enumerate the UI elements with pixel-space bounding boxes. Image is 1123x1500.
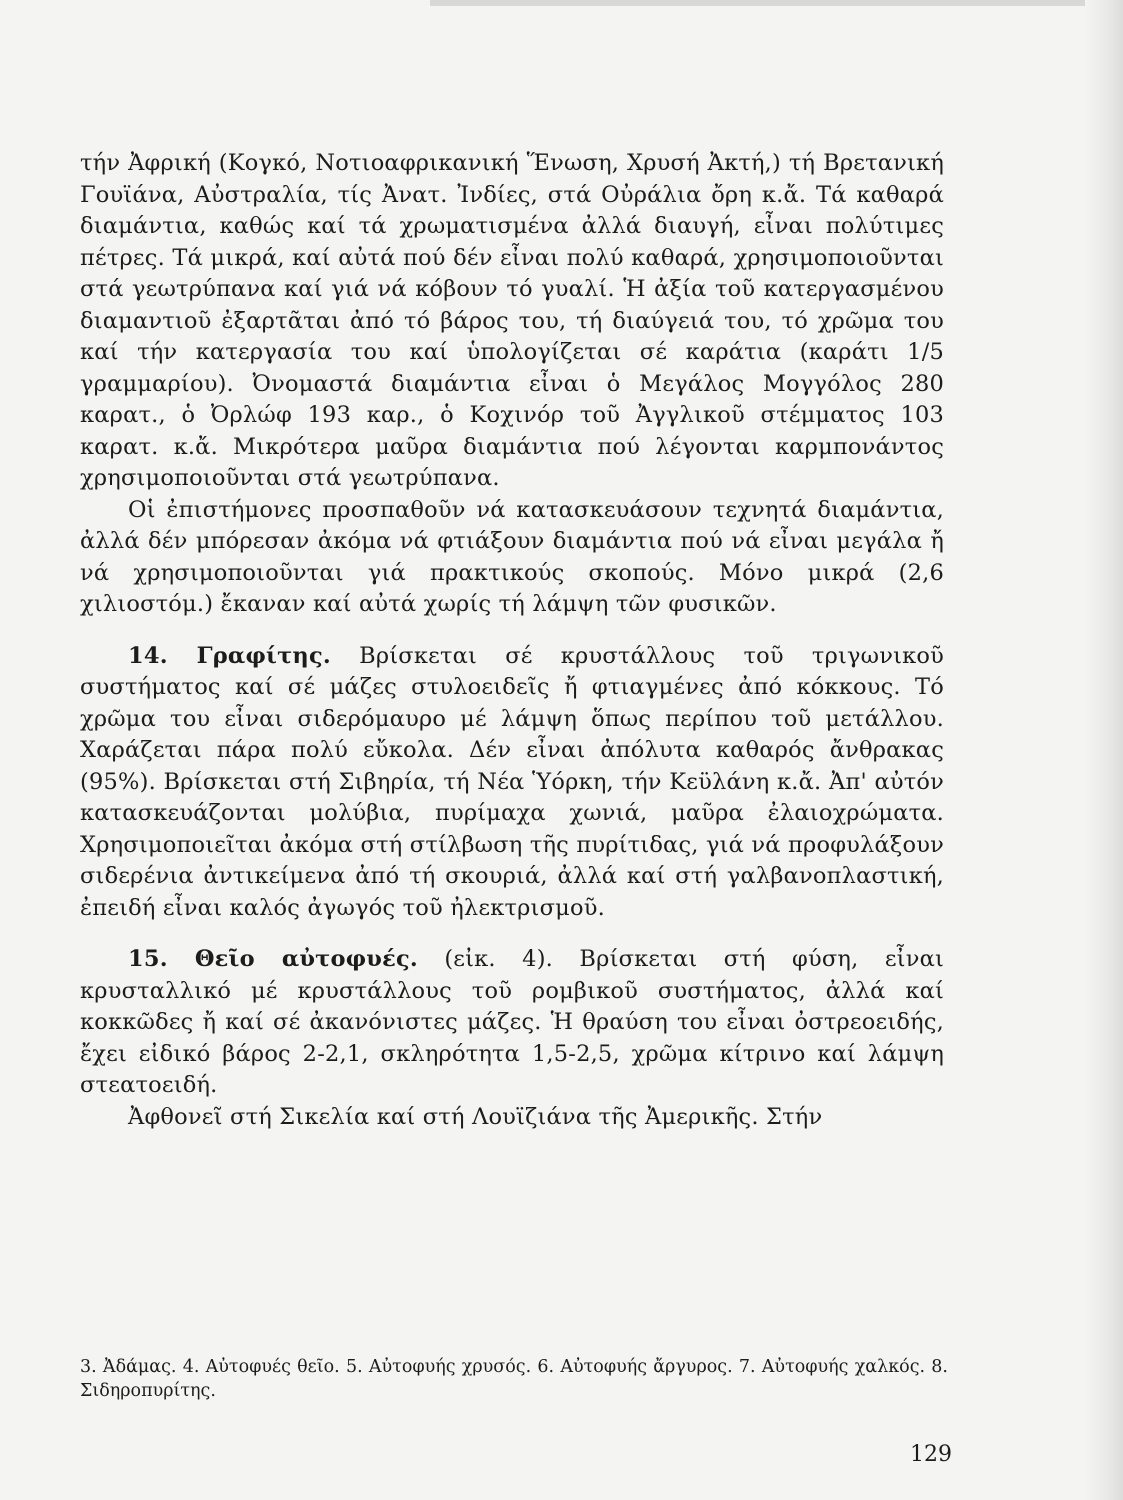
- paragraph-sulfur: [80, 944, 944, 1102]
- paragraph-artificial-diamonds: Οἱ ἐπιστήμονες προσπαθοῦν νά κατασκευάσουν τεχνητά διαμάντια, ἀλλά δέν μπόρεσαν ἀκόμα νά φτιάξουν διαμάντια πού νά εἶναι μεγάλα ἤ νά χρησιμοποιοῦνται γιά πρακτικούς σκοπούς. Μόνο μικρά (2,6 χιλιοστόμ.) ἔκαναν καί αὐτά χωρίς τή λάμψη τῶν φυσικῶν.: [80, 496, 944, 617]
- section-heading-sulfur: 15. Θεῖο αὐτοφυές.: [128, 946, 418, 972]
- page-number: 129: [910, 1442, 952, 1467]
- paragraph-graphite: [80, 641, 944, 925]
- body-text: [80, 148, 944, 1133]
- graphite-text: Βρίσκεται σέ κρυστάλλους τοῦ τριγωνικοῦ συστήματος καί σέ μάζες στυλοειδεῖς ἤ φτιαγμένες ἀπό κόκκους. Τό χρῶμα του εἶναι σιδερόμαυρο μέ λάμψη ὅπως περίπου τοῦ μετάλλου. Χαράζεται πάρα πολύ εὔκολα. Δέν εἶναι ἀπόλυτα καθαρός ἄνθρακας (95%). Βρίσκεται στή Σιβηρία, τή Νέα Ὑόρκη, τήν Κεϋλάνη κ.ἄ. Ἀπ' αὐτόν κατασκευάζονται μολύβια, πυρίμαχα χωνιά, μαῦρα ἐλαιοχρώματα. Χρησιμοποιεῖται ἀκόμα στή στίλβωση τῆς πυρίτιδας, γιά νά προφυλάξουν σιδερένια ἀντικείμενα ἀπό τή σκουριά, ἀλλά καί στή γαλβανοπλαστική, ἐπειδή εἶναι καλός ἀγωγός τοῦ ἠλεκτρισμοῦ.: [80, 642, 945, 921]
- section-heading-graphite: 14. Γραφίτης.: [128, 642, 331, 669]
- top-page-edge: [430, 0, 1090, 6]
- paragraph-sulfur-locations: Ἀφθονεῖ στή Σικελία καί στή Λουϊζιάνα τῆς Ἀμερικῆς. Στήν: [128, 1103, 823, 1130]
- sulfur-text: (εἰκ. 4). Βρίσκεται στή φύση, εἶναι κρυσταλλικό μέ κρυστάλλους τοῦ ρομβικοῦ συστήματος, ἀλλά καί κοκκῶδες ἤ καί σέ ἀκανόνιστες μάζες. Ἡ θραύση του εἶναι ὀστρεοειδής, ἔχει εἰδικό βάρος 2-2,1, σκληρότητα 1,5-2,5, χρῶμα κίτρινο καί λάμψη στεατοειδή.: [80, 946, 944, 1098]
- figure-captions-footnote: 3. Ἀδάμας. 4. Αὐτοφυές θεῖο. 5. Αὐτοφυής χρυσός. 6. Αὐτοφυής ἄργυρος. 7. Αὐτοφυής χαλκός. 8. Σιδηροπυρίτης.: [80, 1357, 948, 1401]
- right-page-edge: [1085, 0, 1123, 1500]
- paragraph-diamonds: τήν Ἀφρική (Κογκό, Νοτιοαφρικανική Ἕνωση, Χρυσή Ἀκτή,) τή Βρετανική Γουϊάνα, Αὐστραλία, τίς Ἀνατ. Ἰνδίες, στά Οὐράλια ὄρη κ.ἄ. Τά καθαρά διαμάντια, καθώς καί τά χρωματισμένα ἀλλά διαυγή, εἶναι πολύτιμες πέτρες. Τά μικρά, καί αὐτά πού δέν εἶναι πολύ καθαρά, χρησιμοποιοῦνται στά γεωτρύπανα καί γιά νά κόβουν τό γυαλί. Ἡ ἀξία τοῦ κατεργασμένου διαμαντιοῦ ἐξαρτᾶται ἀπό τό βάρος του, τή διαύγειά του, τό χρῶμα του καί τήν κατεργασία του καί ὑπολογίζεται σέ καράτια (καράτι 1/5 γραμμαρίου). Ὀνομαστά διαμάντια εἶναι ὁ Μεγάλος Μογγόλος 280 καρατ., ὁ Ὀρλώφ 193 καρ., ὁ Κοχινόρ τοῦ Ἀγγλικοῦ στέμματος 103 καρατ. κ.ἄ. Μικρότερα μαῦρα διαμάντια πού λέγονται καρμπονάντος χρησιμοποιοῦνται στά γεωτρύπανα.: [80, 150, 944, 491]
